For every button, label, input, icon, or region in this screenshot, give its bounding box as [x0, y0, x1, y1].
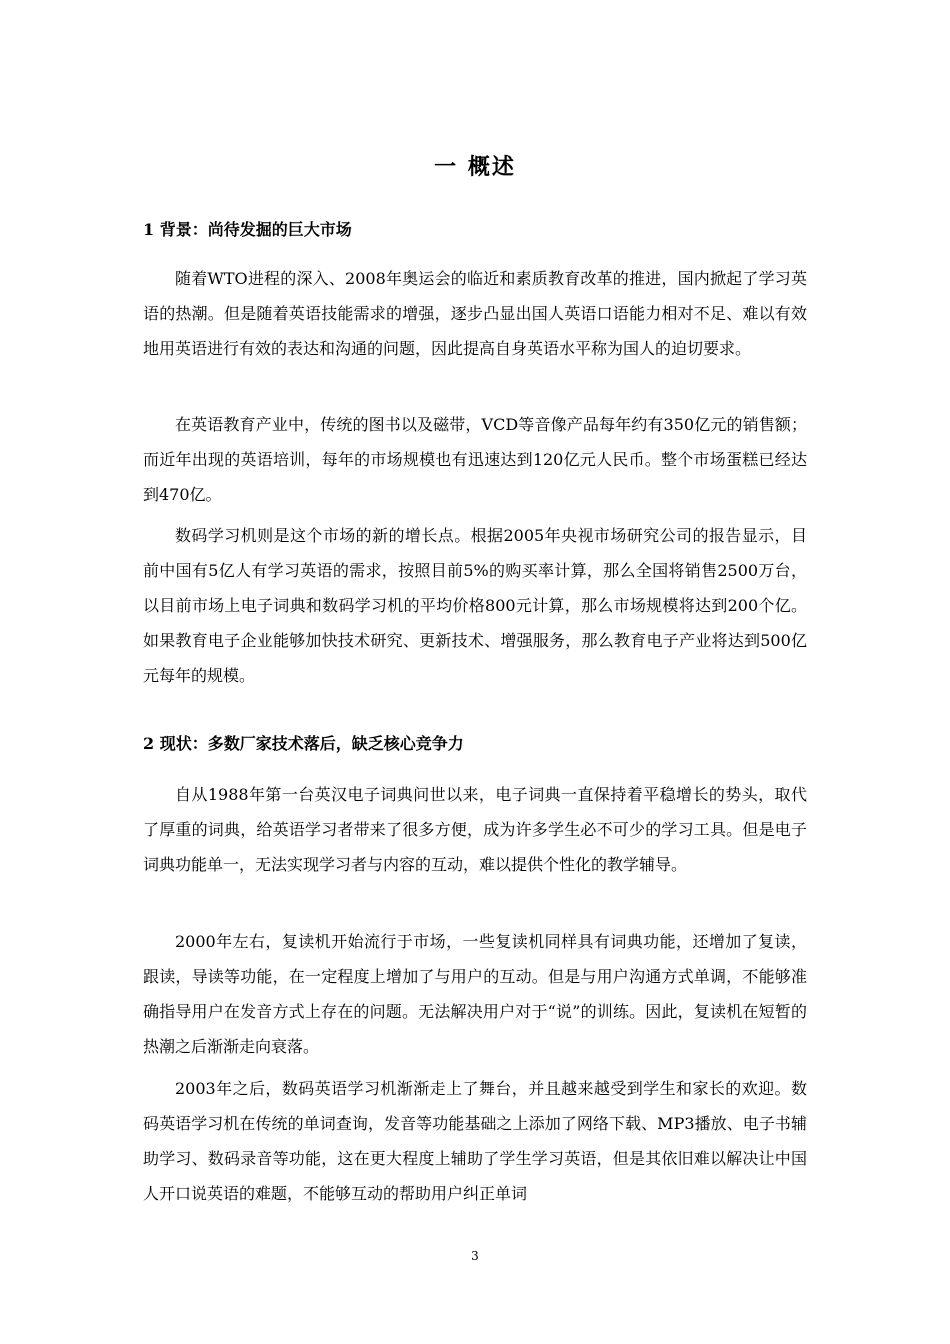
paragraph-background-2: 在英语教育产业中，传统的图书以及磁带，VCD等音像产品每年约有350亿元的销售额；而近年出现的英语培训，每年的市场规模也有迅速达到120亿元人民币。整个市场蛋糕已经达到470亿。 — [143, 415, 807, 504]
section-heading-background: 1 背景：尚待发掘的巨大市场 — [143, 220, 352, 239]
paragraph-status-3: 2003年之后，数码英语学习机渐渐走上了舞台，并且越来越受到学生和家长的欢迎。数码英语学习机在传统的单词查询，发音等功能基础之上添加了网络下载、MP3播放、电子书辅助学习、数码录音等功能，这在更大程度上辅助了学生学习英语，但是其依旧难以解决让中国人开口说英语的难题，不能够互动的帮助用户纠正单词 — [143, 1079, 807, 1203]
section-heading-status: 2 现状：多数厂家技术落后，缺乏核心竞争力 — [143, 734, 464, 753]
paragraph-background-1: 随着WTO进程的深入、2008年奥运会的临近和素质教育改革的推进，国内掀起了学习英语的热潮。但是随着英语技能需求的增强，逐步凸显出国人英语口语能力相对不足、难以有效地用英语进行有效的表达和沟通的问题，因此提高自身英语水平称为国人的迫切要求。 — [143, 269, 807, 358]
paragraph-status-2: 2000年左右，复读机开始流行于市场，一些复读机同样具有词典功能，还增加了复读，跟读，导读等功能，在一定程度上增加了与用户的互动。但是与用户沟通方式单调，不能够准确指导用户在发音方式上存在的问题。无法解决用户对于“说”的训练。因此，复读机在短暂的热潮之后渐渐走向衰落。 — [143, 932, 807, 1056]
paragraph-status-1: 自从1988年第一台英汉电子词典问世以来，电子词典一直保持着平稳增长的势头，取代了厚重的词典，给英语学习者带来了很多方便，成为许多学生必不可少的学习工具。但是电子词典功能单一，无法实现学习者与内容的互动，难以提供个性化的教学辅导。 — [143, 785, 807, 874]
page-number: 3 — [471, 1249, 479, 1263]
paragraph-background-3: 数码学习机则是这个市场的新的增长点。根据2005年央视市场研究公司的报告显示，目前中国有5亿人有学习英语的需求，按照目前5%的购买率计算，那么全国将销售2500万台，以目前市场上电子词典和数码学习机的平均价格800元计算，那么市场规模将达到200个亿。如果教育电子企业能够加快技术研究、更新技术、增强服务，那么教育电子产业将达到500亿元每年的规模。 — [143, 526, 807, 685]
chapter-title: 一 概述 — [434, 154, 516, 180]
